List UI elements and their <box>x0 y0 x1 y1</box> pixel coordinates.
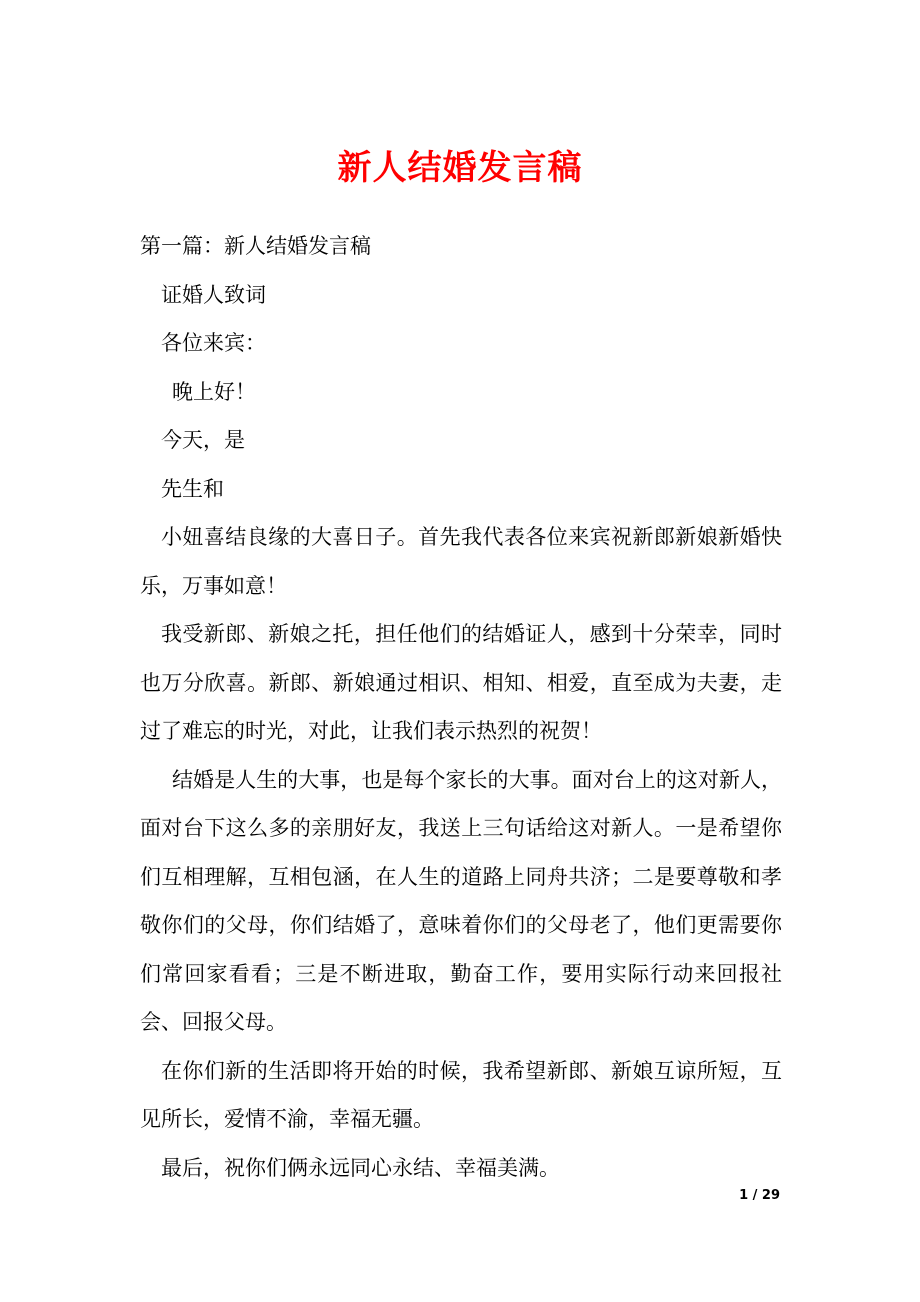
paragraph-witness-honor: 我受新郎、新娘之托，担任他们的结婚证人，感到十分荣幸，同时也万分欣喜。新郎、新娘通过相识、相知、相爱，直至成为夫妻，走过了难忘的时光，对此，让我们表示热烈的祝贺！ <box>140 622 782 743</box>
page-number: 1 / 29 <box>739 1188 780 1203</box>
document-title: 新人结婚发言稿 <box>337 148 583 188</box>
paragraph-new-life: 在你们新的生活即将开始的时候，我希望新郎、新娘互谅所短，互见所长，爱情不渝，幸福无疆。 <box>140 1058 782 1131</box>
paragraph-bride-wishes: 小妞喜结良缘的大喜日子。首先我代表各位来宾祝新郎新娘新婚快乐，万事如意！ <box>140 525 782 598</box>
paragraph-salutation: 各位来宾： <box>161 331 266 355</box>
paragraph-closing: 最后，祝你们俩永远同心永结、幸福美满。 <box>161 1155 560 1180</box>
paragraph-groom: 先生和 <box>161 476 224 501</box>
paragraph-three-wishes: 结婚是人生的大事，也是每个家长的大事。面对台上的这对新人，面对台下这么多的亲朋好友，我送上三句话给这对新人。一是希望你们互相理解，互相包涵，在人生的道路上同舟共济；二是要尊敬和孝敬你们的父母，你们结婚了，意味着你们的父母老了，他们更需要你们常回家看看；三是不断进取，勤奋工作，要用实际行动来回报社会、回报父母。 <box>140 767 782 1034</box>
document-body <box>140 222 782 1192</box>
paragraph-greeting: 晚上好！ <box>172 379 256 404</box>
section-heading: 第一篇：新人结婚发言稿 <box>140 234 371 258</box>
paragraph-today: 今天，是 <box>161 428 245 452</box>
paragraph-speech-title: 证婚人致词 <box>161 282 266 307</box>
